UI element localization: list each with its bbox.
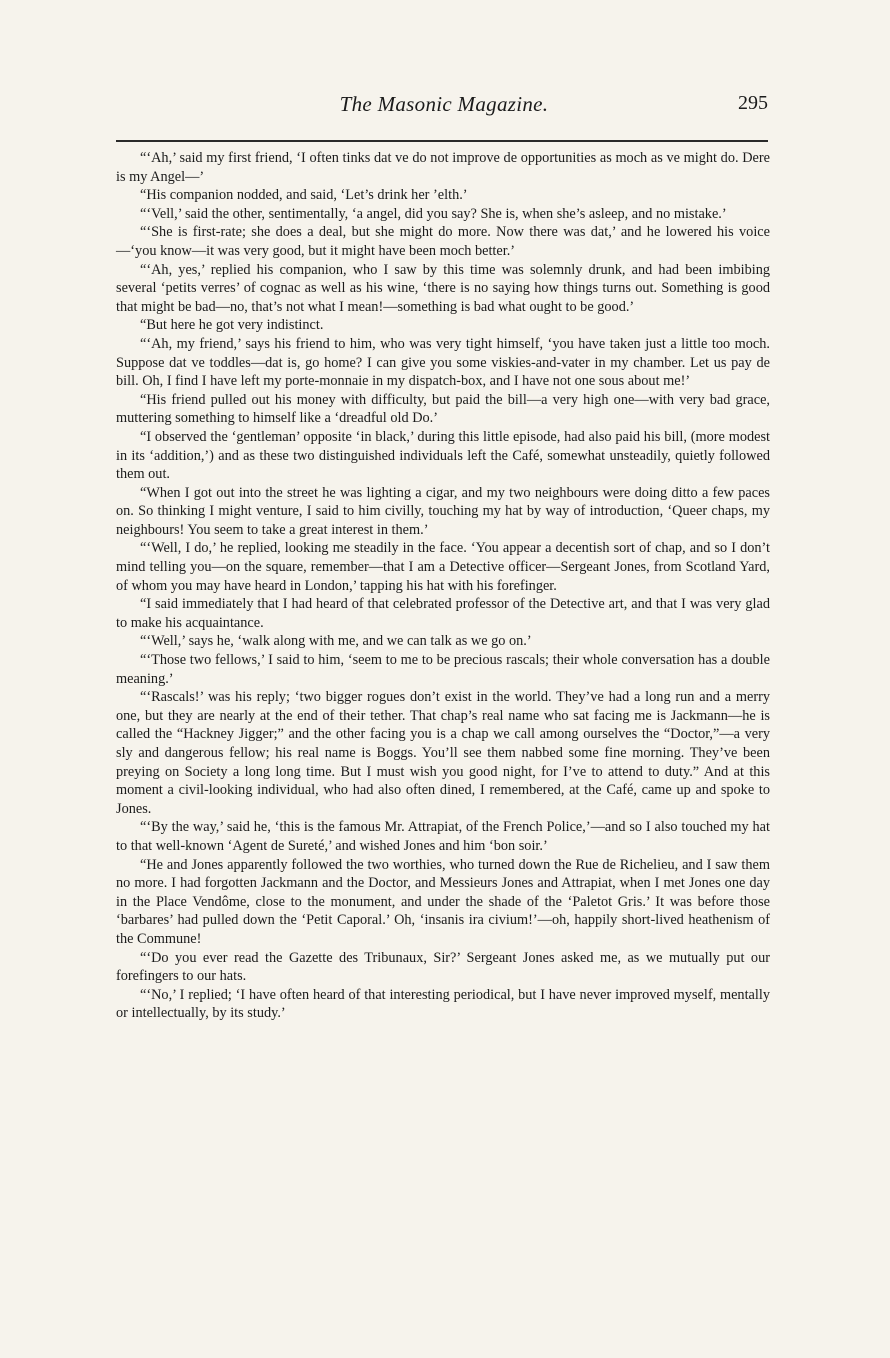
paragraph: “‘Well,’ says he, ‘walk along with me, and we can talk as we go on.’ bbox=[140, 633, 532, 650]
page-number: 295 bbox=[738, 92, 768, 114]
paragraph: “I observed the ‘gentleman’ opposite ‘in black,’ during this little episode, had also paid his bill, (more modest in its ‘addition,’) and as these two distinguished individuals left the Café, somewhat unsteadily, quietly followed them out. bbox=[116, 428, 770, 483]
paragraph: “‘Well, I do,’ he replied, looking me steadily in the face. ‘You appear a decentish sort of chap, and so I don’t mind telling you—on the square, remember—that I am a Detective officer—Sergeant Jones, from Scotland Yard, of whom you may have heard in London,’ tapping his hat with his forefinger. bbox=[116, 540, 770, 594]
paragraph: “‘No,’ I replied; ‘I have often heard of that interesting periodical, but I have never improved myself, mentally or intellectually, by its study.’ bbox=[116, 986, 770, 1022]
paragraph: “‘Ah, my friend,’ says his friend to him, who was very tight himself, ‘you have taken just a little too moch. Suppose dat ve toddles—dat is, go home? I can give you some viskies-and-vater in my chamber. Let us pay de bill. Oh, I find I have left my porte-monnaie in my dispatch-box, and I have not one sous about me!’ bbox=[116, 335, 770, 390]
paragraph: “‘She is first-rate; she does a deal, but she might do more. Now there was dat,’ and he lowered his voice—‘you know—it was very good, but it might have been moch better.’ bbox=[116, 224, 770, 259]
running-title: The Masonic Magazine. bbox=[339, 92, 549, 116]
paragraph: “His companion nodded, and said, ‘Let’s drink her ’elth.’ bbox=[140, 187, 468, 204]
paragraph: “‘Those two fellows,’ I said to him, ‘seem to me to be precious rascals; their whole conversation has a double meaning.’ bbox=[116, 652, 770, 687]
header-rule bbox=[116, 140, 768, 142]
paragraph: “‘Ah, yes,’ replied his companion, who I saw by this time was solemnly drunk, and had been imbibing several ‘petits verres’ of cognac as well as his wine, ‘there is no saying how things turns out. Something is good that might be bad—no, that’s not what I mean!—something is bad what ought to be good.’ bbox=[116, 261, 770, 315]
paragraph: “‘Do you ever read the Gazette des Tribunaux, Sir?’ Sergeant Jones asked me, as we mutually put our forefingers to our hats. bbox=[116, 949, 770, 985]
paragraph: “I said immediately that I had heard of that celebrated professor of the Detective art, and that I was very glad to make his acquaintance. bbox=[116, 596, 770, 631]
body-text bbox=[116, 149, 770, 1023]
paragraph: “When I got out into the street he was lighting a cigar, and my two neighbours were doing ditto a few paces on. So thinking I might venture, I said to him civilly, touching my hat by way of introduction, ‘Queer chaps, my neighbours! You seem to take a great interest in them.’ bbox=[116, 484, 770, 538]
paragraph: “But here he got very indistinct. bbox=[140, 317, 324, 334]
paragraph: “‘Vell,’ said the other, sentimentally, ‘a angel, did you say? She is, when she’s asleep, and no mistake.’ bbox=[140, 205, 727, 222]
paragraph: “‘By the way,’ said he, ‘this is the famous Mr. Attrapiat, of the French Police,’—and so I also touched my hat to that well-known ‘Agent de Sureté,’ and wished Jones and him ‘bon soir.’ bbox=[116, 819, 770, 854]
paragraph: “‘Ah,’ said my first friend, ‘I often tinks dat ve do not improve de opportunities as moch as ve might do. Dere is my Angel—’ bbox=[116, 150, 770, 185]
page-header bbox=[118, 92, 770, 122]
paragraph: “His friend pulled out his money with difficulty, but paid the bill—a very high one—with very bad grace, muttering something to himself like a ‘dreadful old Do.’ bbox=[116, 391, 770, 427]
paragraph: “‘Rascals!’ was his reply; ‘two bigger rogues don’t exist in the world. They’ve had a long run and a merry one, but they are nearly at the end of their tether. That chap’s real name who sat facing me is Jackmann—he is called the “Hackney Jigger;” and the other facing you is a chap we call among ourselves the “Doctor,”—a very sly and dangerous fellow; his real name is Boggs. You’ll see them nabbed some fine morning. They’ve been preying on Society a long long time. But I must wish you good night, for I’ve to attend to duty.” And at this moment a civil-looking individual, who had also often dined, I remembered, at the Café, came up and spoke to Jones. bbox=[116, 689, 770, 817]
paragraph: “He and Jones apparently followed the two worthies, who turned down the Rue de Richelieu, and I saw them no more. I had forgotten Jackmann and the Doctor, and Messieurs Jones and Attrapiat, when I met Jones one day in the Place Vendôme, close to the monument, and under the shade of the ‘Paletot Gris.’ It was before those ‘barbares’ had pulled down the ‘Petit Caporal.’ Oh, ‘insanis ira civium!’—oh, happily short-lived heathenism of the Commune! bbox=[116, 856, 770, 947]
